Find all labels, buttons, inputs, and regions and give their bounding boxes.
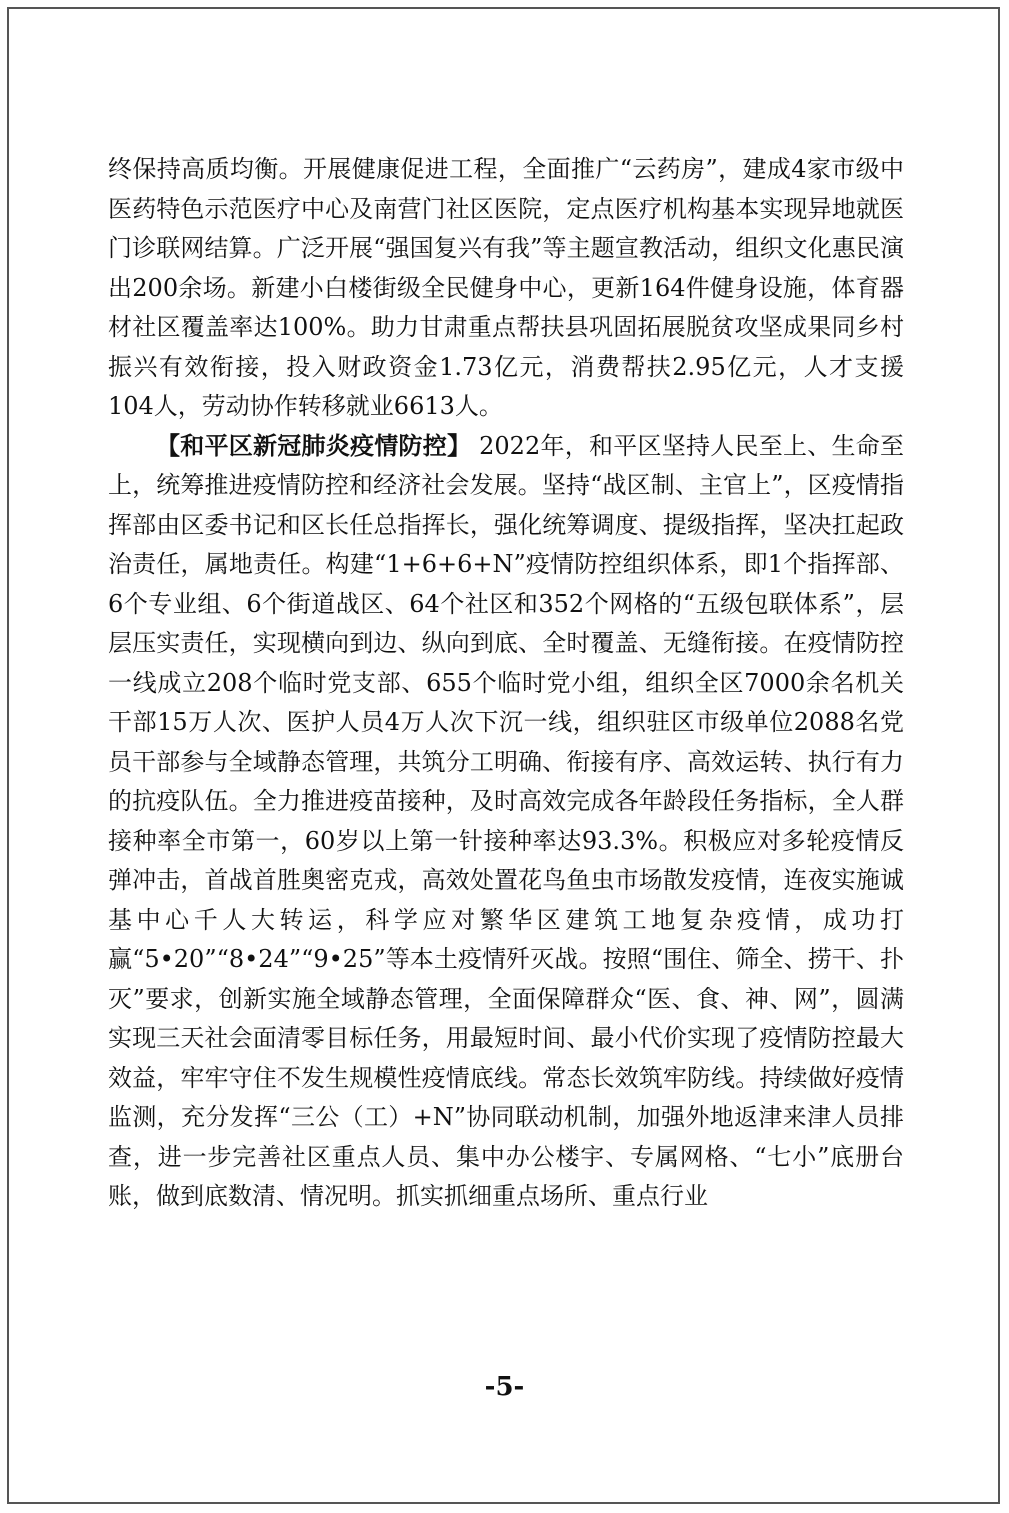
paragraph-text: 终保持高质均衡。开展健康促进工程，全面推广“云药房”，建成4家市级中医药特色示范医疗中心及南营门社区医院，定点医疗机构基本实现异地就医门诊联网结算。广泛开展“强国复兴有我”等主题宣教活动，组织文化惠民演出200余场。新建小白楼街级全民健身中心，更新164件健身设施，体育器材社区覆盖率达100%。助力甘肃重点帮扶县巩固拓展脱贫攻坚成果同乡村振兴有效衔接，投入财政资金1.73亿元，消费帮扶2.95亿元，人才支援104人，劳动协作转移就业6613人。 (108, 155, 904, 420)
paragraph-text: 2022年，和平区坚持人民至上、生命至上，统筹推进疫情防控和经济社会发展。坚持“战区制、主官上”，区疫情指挥部由区委书记和区长任总指挥长，强化统筹调度、提级指挥，坚决扛起政治责任，属地责任。构建“1+6+6+N”疫情防控组织体系，即1个指挥部、6个专业组、6个街道战区、64个社区和352个网格的“五级包联体系”，层层压实责任，实现横向到边、纵向到底、全时覆盖、无缝衔接。在疫情防控一线成立208个临时党支部、655个临时党小组，组织全区7000余名机关干部15万人次、医护人员4万人次下沉一线，组织驻区市级单位2088名党员干部参与全域静态管理，共筑分工明确、衔接有序、高效运转、执行有力的抗疫队伍。全力推进疫苗接种，及时高效完成各年龄段任务指标，全人群接种率全市第一，60岁以上第一针接种率达93.3%。积极应对多轮疫情反弹冲击，首战首胜奥密克戎，高效处置花鸟鱼虫市场散发疫情，连夜实施诚基中心千人大转运，科学应对繁华区建筑工地复杂疫情，成功打赢“5•20”“8•24”“9•25”等本土疫情歼灭战。按照“围住、筛全、捞干、扑灭”要求，创新实施全域静态管理，全面保障群众“医、食、神、网”，圆满实现三天社会面清零目标任务，用最短时间、最小代价实现了疫情防控最大效益，牢牢守住不发生规模性疫情底线。常态长效筑牢防线。持续做好疫情监测，充分发挥“三公（工）+N”协同联动机制，加强外地返津来津人员排查，进一步完善社区重点人员、集中办公楼宇、专属网格、“七小”底册台账，做到底数清、情况明。抓实抓细重点场所、重点行业 (108, 431, 904, 1210)
paragraph-continued (108, 150, 904, 427)
page-number: -5- (484, 1372, 525, 1402)
body-text (108, 150, 904, 1217)
section-heading: 【和平区新冠肺炎疫情防控】 (156, 431, 472, 460)
paragraph-covid-prevention (108, 427, 904, 1217)
